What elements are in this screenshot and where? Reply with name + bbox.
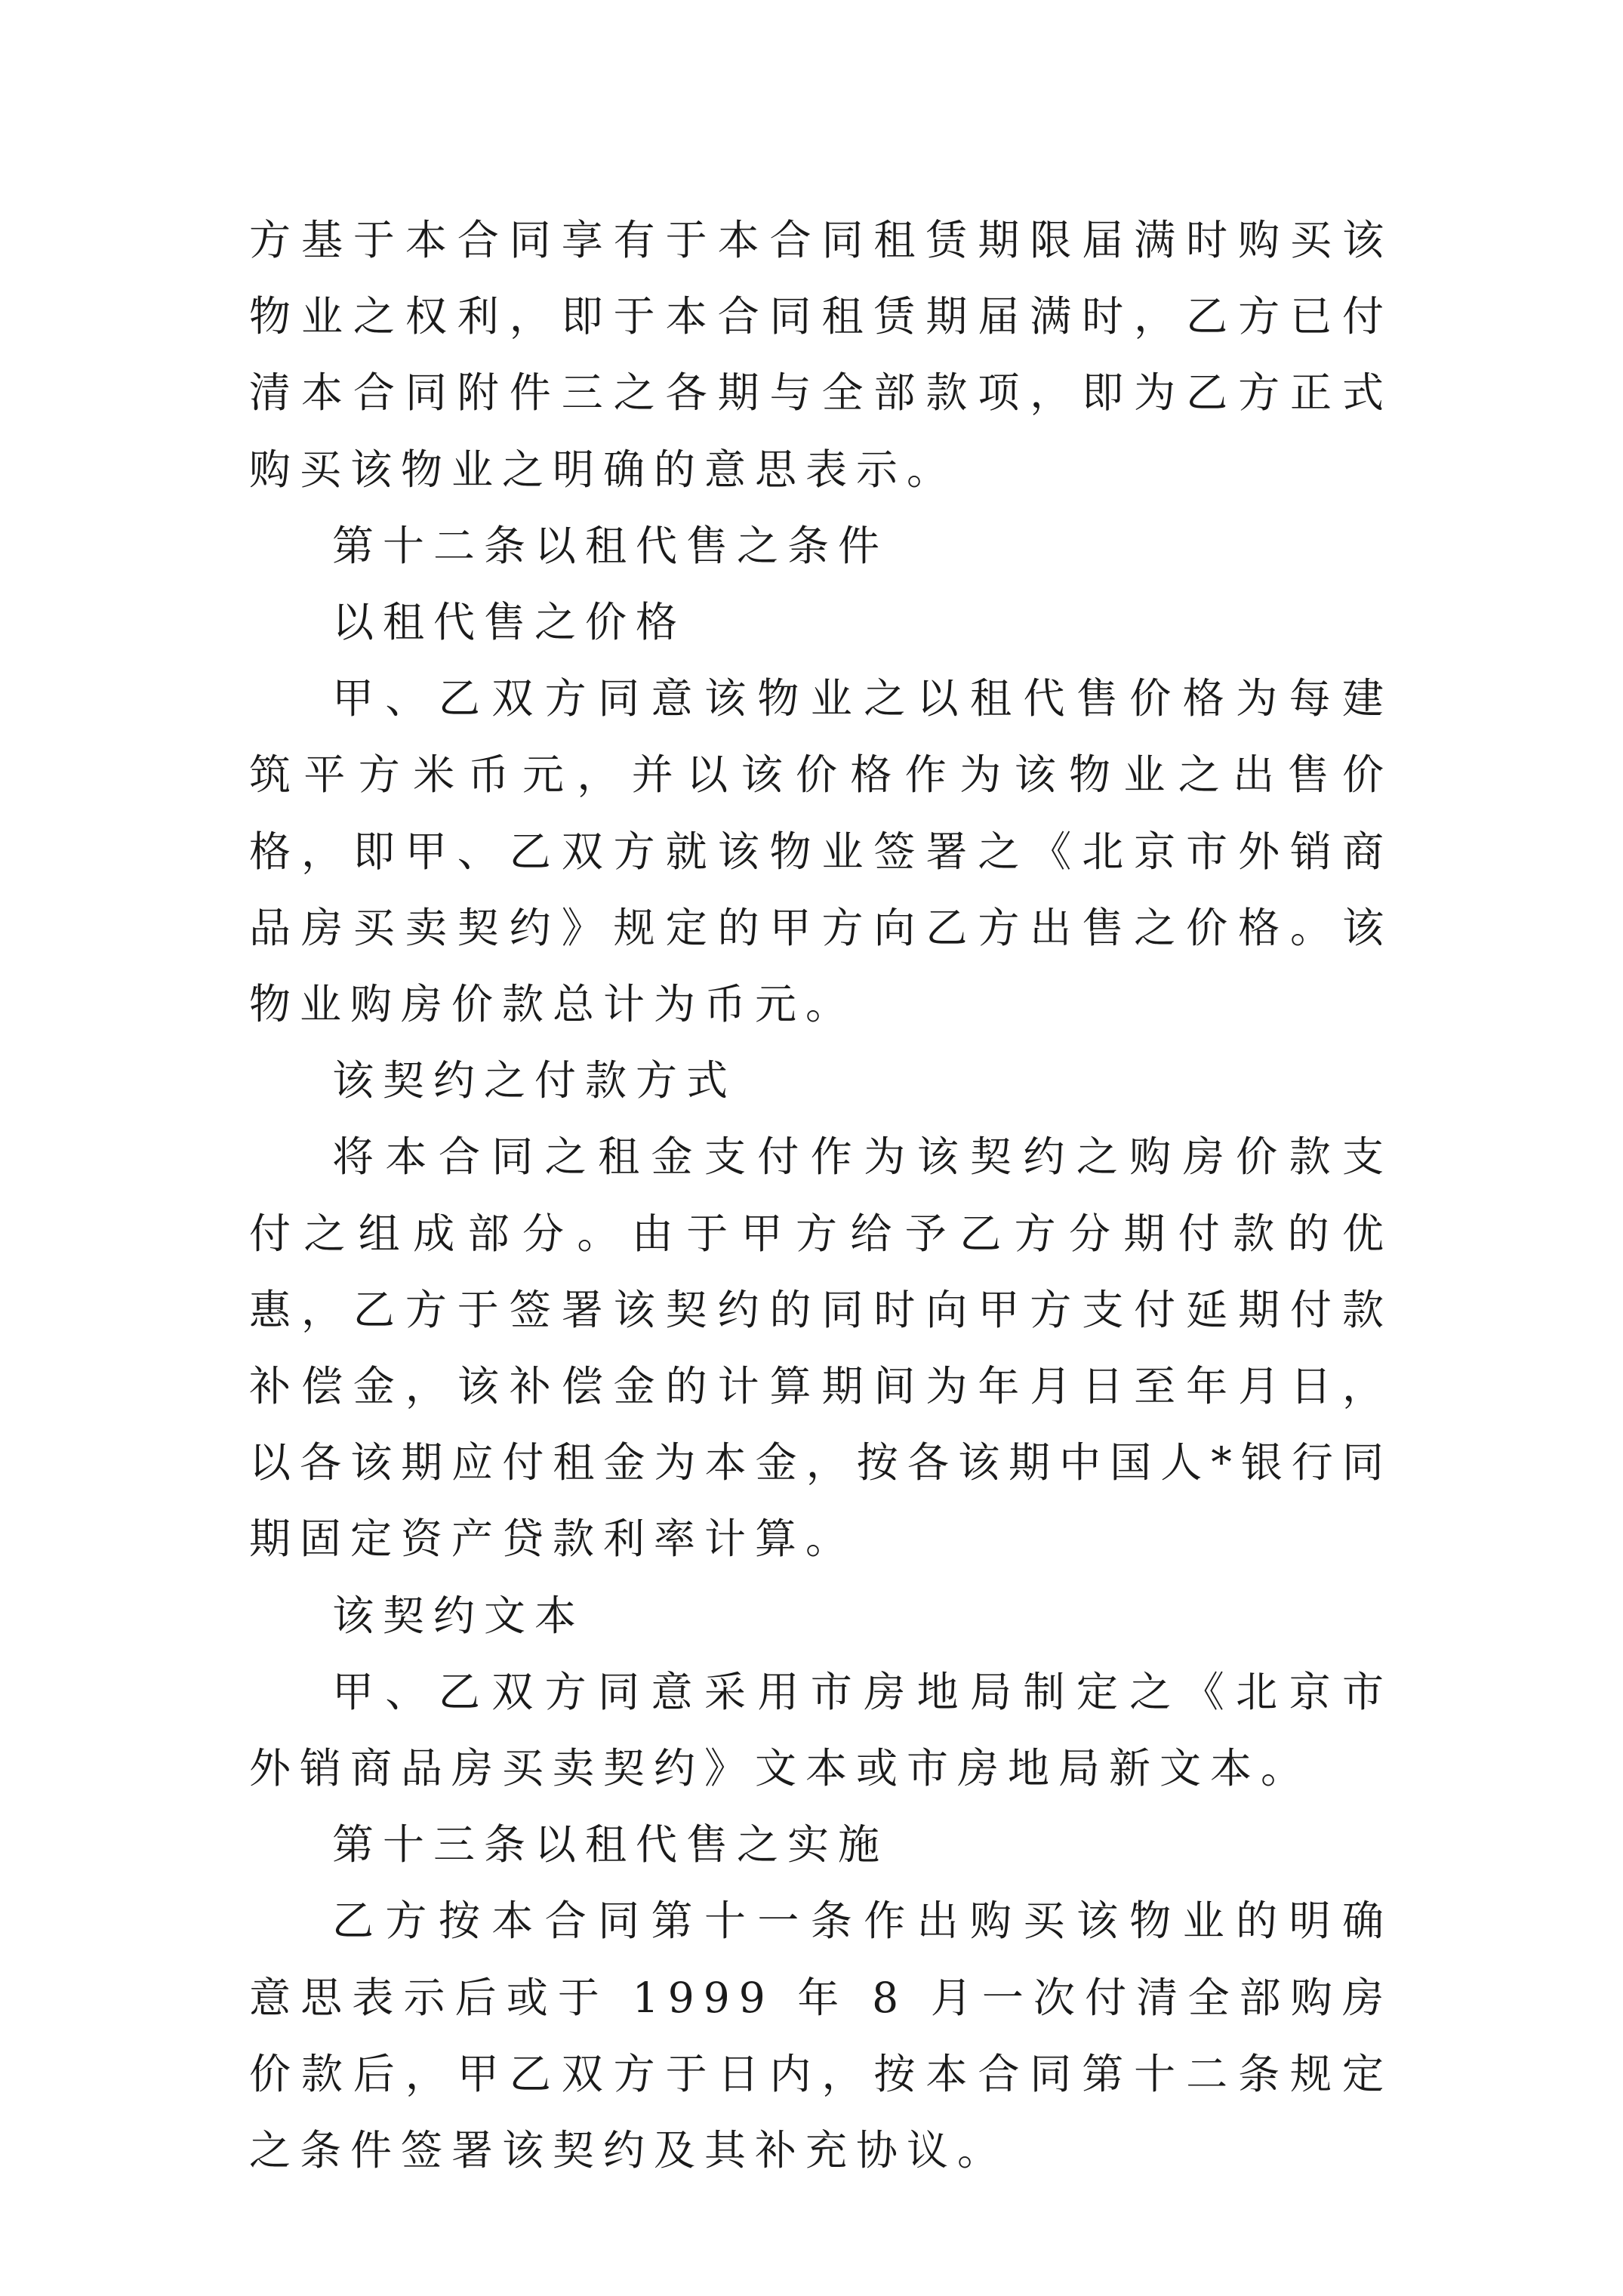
article-13-heading: 第十三条以租代售之实施 (332, 1820, 889, 1869)
article-12-heading: 第十二条以租代售之条件 (332, 521, 889, 570)
paragraph-payment: 将本合同之租金支付作为该契约之购房价款支付之组成部分。由于甲方给予乙方分期付款的优惠，乙方于签署该契约的同时向甲方支付延期付款补偿金，该补偿金的计算期间为年月日至年月日，以各该期应付租金为本金，按各该期中国人*银行同期固定资产贷款利率计算。 (249, 1133, 1393, 1564)
paragraph-implementation: 乙方按本合同第十一条作出购买该物业的明确意思表示后或于 1999 年 8 月一次付清全部购房价款后，甲乙双方于日内，按本合同第十二条规定之条件签署该契约及其补充协议。 (249, 1897, 1393, 2175)
paragraph-contract-text: 甲、乙双方同意采用市房地局制定之《北京市外销商品房买卖契约》文本或市房地局新文本。 (249, 1667, 1393, 1793)
section-price-heading: 以租代售之价格 (332, 598, 687, 647)
section-payment-heading: 该契约之付款方式 (332, 1056, 738, 1105)
document-body (249, 202, 1393, 2189)
paragraph-price: 甲、乙双方同意该物业之以租代售价格为每建筑平方米币元，并以该价格作为该物业之出售价格，即甲、乙双方就该物业签署之《北京市外销商品房买卖契约》规定的甲方向乙方出售之价格。该物业购房价款总计为币元。 (249, 674, 1393, 1029)
section-contract-text-heading: 该契约文本 (332, 1591, 586, 1640)
paragraph-continuation: 方基于本合同享有于本合同租赁期限届满时购买该物业之权利，即于本合同租赁期届满时，乙方已付清本合同附件三之各期与全部款项，即为乙方正式购买该物业之明确的意思表示。 (249, 216, 1393, 494)
